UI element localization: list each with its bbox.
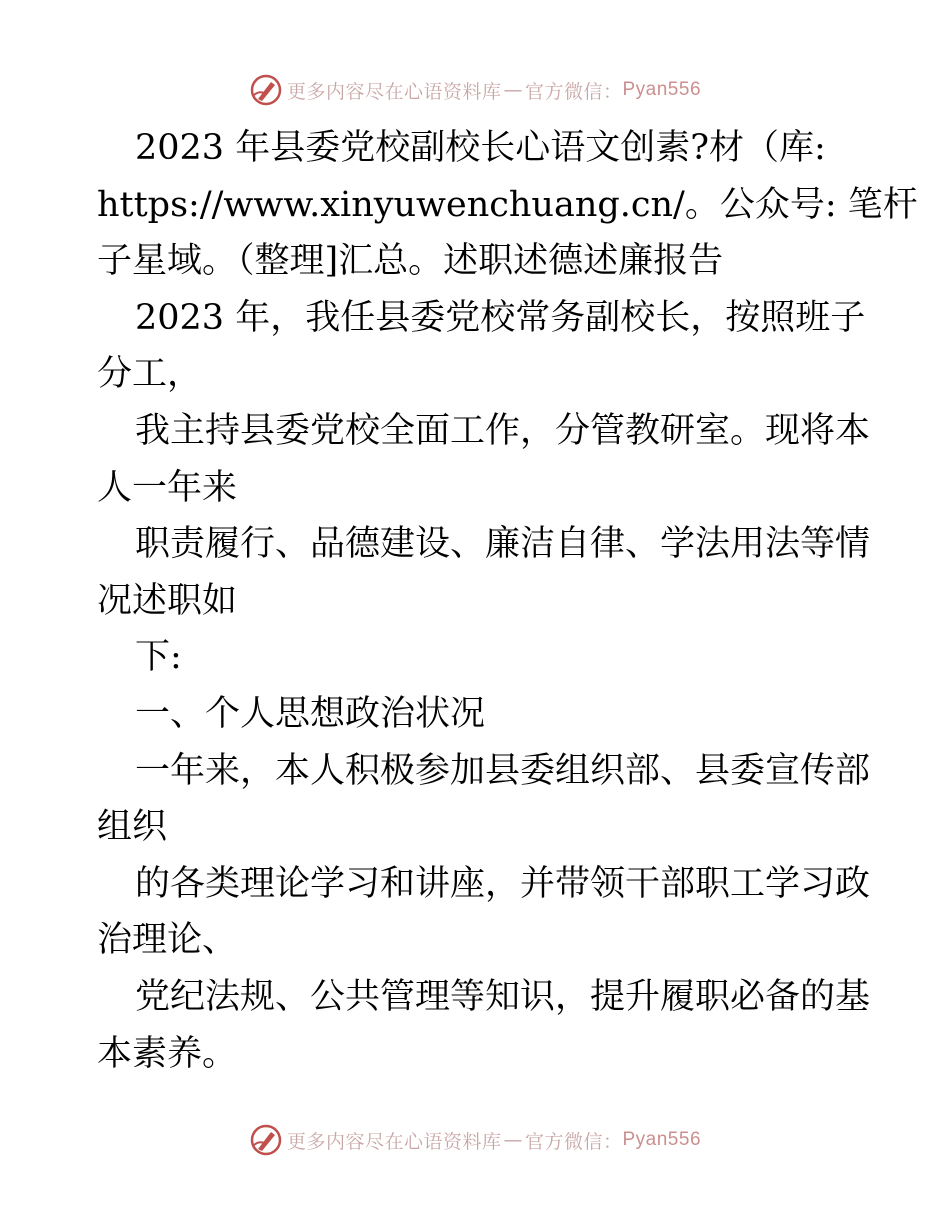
watermark-wechat-handle: Pyan556 xyxy=(622,79,702,100)
body-line-1: 2023 年县委党校副校长心语文创素?材（库: xyxy=(135,128,826,168)
body-line-6: 我主持县委党校全面工作，分管教研室。现将本 xyxy=(135,410,871,451)
body-line-16: 党纪法规、公共管理等知识，提升履职必备的基 xyxy=(135,976,871,1017)
body-line-5: 分工， xyxy=(97,354,203,395)
watermark-site-text: 更多内容尽在心语资料库 xyxy=(286,80,502,103)
body-line-2: https://www.xinyuwenchuang.cn/。公众号: 笔杆 xyxy=(97,184,918,225)
body-line-10: 下: xyxy=(135,637,182,678)
footer-watermark-banner xyxy=(0,1122,950,1158)
header-watermark-banner xyxy=(0,72,950,108)
body-line-8: 职责履行、品德建设、廉洁自律、学法用法等情 xyxy=(135,524,871,565)
watermark-wechat-handle: Pyan556 xyxy=(622,1129,702,1150)
watermark-separator: — xyxy=(503,79,523,101)
body-line-4: 2023 年，我任县委党校常务副校长，按照班子 xyxy=(135,297,866,338)
watermark-separator: — xyxy=(503,1129,523,1151)
watermark-wechat-label: 官方微信： xyxy=(524,1130,623,1153)
pen-nib-logo-icon xyxy=(249,73,283,107)
pen-nib-logo-icon xyxy=(249,1123,283,1157)
watermark-wechat-label: 官方微信： xyxy=(524,80,623,103)
section-heading-1: 一、个人思想政治状况 xyxy=(135,693,486,734)
body-line-14: 的各类理论学习和讲座，并带领干部职工学习政 xyxy=(135,863,871,904)
watermark-site-text: 更多内容尽在心语资料库 xyxy=(286,1130,502,1153)
body-line-9: 况述职如 xyxy=(97,580,238,621)
body-line-13: 组织 xyxy=(97,807,168,848)
body-line-12: 一年来，本人积极参加县委组织部、县委宣传部 xyxy=(135,750,871,791)
body-line-17: 本素养。 xyxy=(97,1033,238,1074)
body-line-3: 子星域。（整理]汇总。述职述德述廉报告 xyxy=(97,241,724,282)
document-body xyxy=(97,120,918,1082)
body-line-7: 人一年来 xyxy=(97,467,238,508)
body-line-15: 治理论、 xyxy=(97,920,238,961)
